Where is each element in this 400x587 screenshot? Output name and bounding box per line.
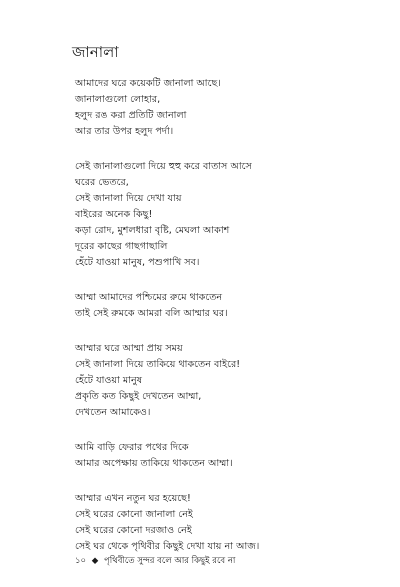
page-footer: [75, 555, 235, 567]
poem-line: আম্মা আমাদের পশ্চিমের রুমে থাকতেন: [75, 292, 223, 303]
poem-line: আমি বাড়ি ফেরার পথের দিকে: [75, 442, 189, 453]
poem-line: জানালাগুলো লোহার,: [75, 94, 161, 105]
stanza: [75, 440, 375, 472]
stanza: [75, 341, 375, 421]
stanza: [75, 159, 375, 271]
poem-line: সেই ঘরের কোনো জানালা নেই: [75, 509, 193, 520]
poem-line: সেই জানালা দিয়ে দেখা যায়: [75, 193, 182, 204]
stanza: [75, 290, 375, 322]
poem-line: ঘরের ভেতরে,: [75, 177, 129, 188]
page-number: ১০: [75, 556, 87, 566]
poem-line: হেঁটে যাওয়া মানুষ: [75, 375, 143, 386]
poem-line: আম্মার এখন নতুন ঘর হয়েছে!: [75, 493, 191, 504]
poem-line: আর তার উপর হলুদ পর্দা।: [75, 126, 174, 137]
poem-line: প্রকৃতি কত কিছুই দেখতেন আম্মা,: [75, 391, 202, 402]
poem-line: সেই ঘর থেকে পৃথিবীর কিছুই দেখা যায় না আজ।: [75, 541, 260, 552]
diamond-separator-icon: ◆: [91, 556, 99, 566]
poem-line: আমাদের ঘরে কয়েকটি জানালা আছে।: [75, 78, 221, 89]
stanza: [75, 76, 375, 140]
stanza: [75, 491, 375, 555]
poem-line: বাইরের অনেক কিছু!: [75, 209, 153, 220]
poem-line: সেই জানালাগুলো দিয়ে হুহু করে বাতাস আসে: [75, 161, 252, 172]
poem-line: তাই সেই রুমকে আমরা বলি আম্মার ঘর।: [75, 308, 228, 319]
poem-line: সেই জানালা দিয়ে তাকিয়ে থাকতেন বাইরে!: [75, 359, 241, 370]
poem-body: [75, 76, 375, 574]
poem-title: জানালা: [72, 43, 119, 61]
book-title: পৃথিবীতে সুন্দর বলে আর কিছুই রবে না: [104, 556, 236, 566]
poem-line: হলুদ রঙ করা প্রতিটি জানালা: [75, 110, 187, 121]
poem-line: দূরের কাছের গাছগাছালি: [75, 241, 168, 252]
poem-line: সেই ঘরের কোনো দরজাও নেই: [75, 525, 192, 536]
poem-line: হেঁটে যাওয়া মানুষ, পশুপাখি সব।: [75, 257, 200, 268]
poem-line: আম্মার ঘরে আম্মা প্রায় সময়: [75, 343, 183, 354]
poem-line: আমার অপেক্ষায় তাকিয়ে থাকতেন আম্মা।: [75, 458, 233, 469]
poem-line: দেখতেন আমাকেও।: [75, 407, 151, 418]
poem-line: কড়া রোদ, মুশলধারা বৃষ্টি, মেঘলা আকাশ: [75, 225, 230, 236]
